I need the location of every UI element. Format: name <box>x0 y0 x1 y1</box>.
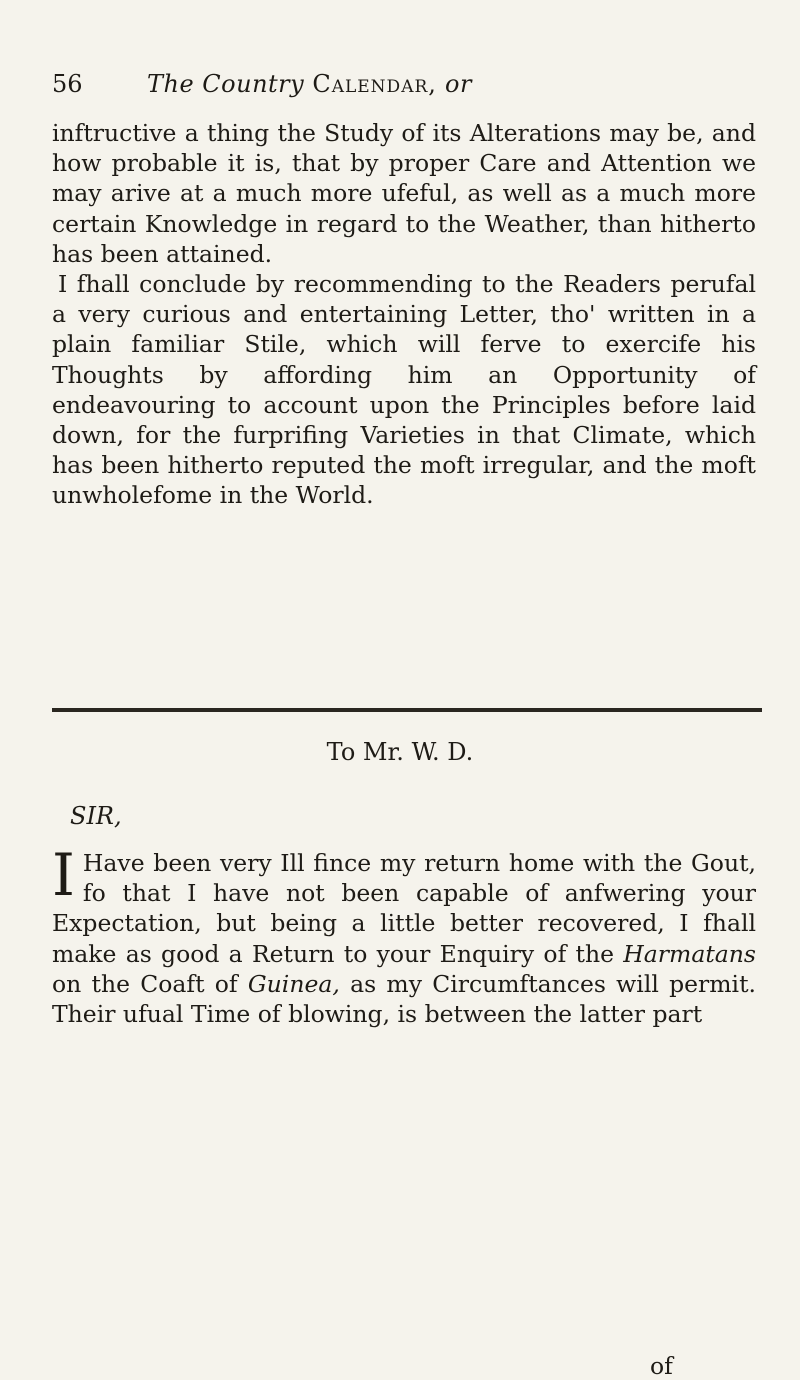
letter-text-2: on the Coaft of <box>52 969 238 998</box>
guinea-term: Guinea, <box>247 969 340 998</box>
paragraph-2: I fhall conclude by recommending to the Readers perufal a very curious and entertaining Letter, tho' written in a plain familiar Stile, which will ferve to exercife his Thoughts by affording him an Opportunity of endeavouring to account upon the Principles before laid down, for the furprifing Varieties in that Climate, which has been hitherto reputed the moft irregular, and the moft unwholefome in the World. <box>52 270 756 510</box>
letter-body <box>52 841 756 1029</box>
catchword: of <box>650 1352 673 1380</box>
main-text <box>52 118 756 511</box>
drop-cap: I <box>52 841 75 909</box>
letter-text-3: as my Circumftances will permit. Their ufual Time of blowing, is between the latter part <box>52 969 756 1029</box>
running-head-italic: The Country <box>147 70 305 98</box>
page-number: 56 <box>52 70 83 98</box>
salutation: SIR, <box>70 802 122 830</box>
page-header <box>52 70 732 110</box>
letter-text-1: Have been very Ill fince my return home with the Gout, fo that I have not been capable of anfwering your Expectation, but being a little better recovered, I fhall make as good a Return to your Enquiry of the <box>52 849 756 968</box>
paragraph-1: inftructive a thing the Study of its Alterations may be, and how probable it is, that by proper Care and Attention we may arive at a much more ufeful, as well as a much more certain Knowledge in regard to the Weather, than hitherto has been attained. <box>52 119 756 268</box>
harmatans-term: Harmatans <box>623 939 756 968</box>
letter-heading: To Mr. W. D. <box>326 738 474 766</box>
running-head-caps: Calendar, <box>312 70 437 98</box>
section-divider <box>52 708 762 712</box>
running-head <box>147 70 472 98</box>
running-head-or: or <box>445 70 472 98</box>
